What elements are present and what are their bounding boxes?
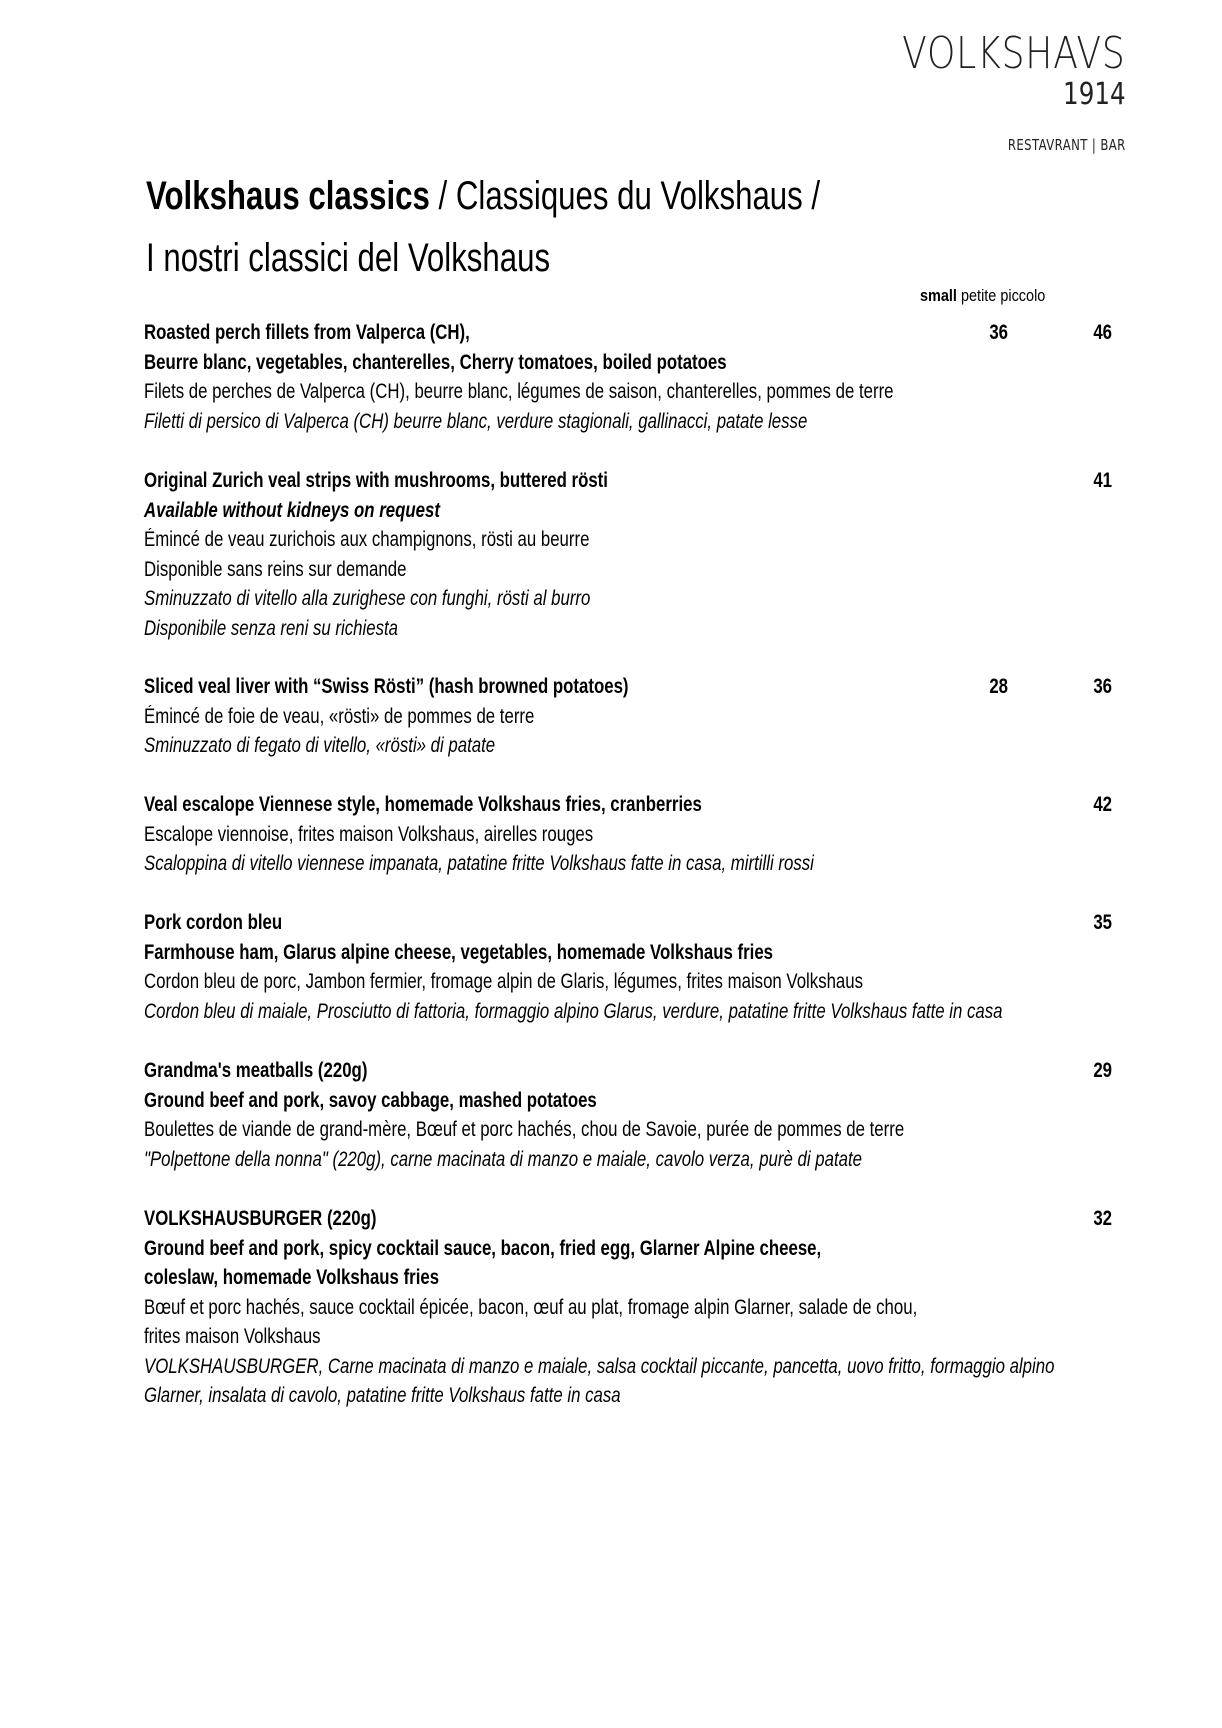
item-title: Sliced veal liver with “Swiss Rösti” (hash browned potatoes) [144, 675, 629, 698]
price: 32 [1093, 1207, 1112, 1230]
menu-item [144, 908, 1124, 1026]
title-line-2: I nostri classici del Volkshaus [146, 236, 551, 280]
item-french: Cordon bleu de porc, Jambon fermier, fromage alpin de Glaris, légumes, frites maison Volkshaus [144, 970, 864, 993]
item-french: Émincé de veau zurichois aux champignons, rösti au beurre [144, 528, 590, 551]
item-note: Available without kidneys on request [144, 498, 440, 522]
restaurant-logo [853, 28, 1126, 154]
size-other: petite piccolo [956, 286, 1046, 305]
item-italian: VOLKSHAUSBURGER, Carne macinata di manzo e maiale, salsa cocktail piccante, pancetta, uovo fritto, formaggio alpino [144, 1354, 1055, 1378]
item-description: Ground beef and pork, spicy cocktail sauce, bacon, fried egg, Glarner Alpine cheese, [144, 1236, 822, 1260]
price: 42 [1093, 793, 1112, 816]
item-title: VOLKSHAUSBURGER (220g) [144, 1207, 377, 1230]
item-italian: Sminuzzato di fegato di vitello, «rösti» di patate [144, 734, 496, 757]
item-title: Veal escalope Viennese style, homemade Volkshaus fries, cranberries [144, 793, 702, 816]
menu-item [144, 1056, 1124, 1174]
item-french-note: Disponible sans reins sur demande [144, 557, 407, 581]
item-description: Farmhouse ham, Glarus alpine cheese, vegetables, homemade Volkshaus fries [144, 940, 773, 964]
item-italian-note: Disponibile senza reni su richiesta [144, 616, 398, 640]
menu-item [144, 790, 1124, 879]
item-italian: Scaloppina di vitello viennese impanata, patatine fritte Volkshaus fatte in casa, mirtilli rossi [144, 852, 814, 875]
logo-year: 1914 [1063, 77, 1126, 112]
price: 41 [1093, 469, 1112, 492]
item-french: Escalope viennoise, frites maison Volkshaus, airelles rouges [144, 822, 594, 846]
item-french: Boulettes de viande de grand-mère, Bœuf et porc hachés, chou de Savoie, purée de pommes de terre [144, 1118, 905, 1141]
page-title [146, 165, 1010, 289]
logo-subtitle: RESTAVRANT | BAR [1008, 136, 1126, 154]
item-italian: "Polpettone della nonna" (220g), carne macinata di manzo e maiale, cavolo verza, purè di patate [144, 1147, 862, 1171]
price: 46 [1093, 321, 1112, 344]
item-italian-cont: Glarner, insalata di cavolo, patatine fritte Volkshaus fatte in casa [144, 1384, 621, 1407]
price: 29 [1093, 1059, 1112, 1082]
item-french-cont: frites maison Volkshaus [144, 1325, 321, 1348]
price: 36 [1093, 675, 1112, 698]
size-header [920, 286, 1045, 306]
item-french: Filets de perches de Valperca (CH), beurre blanc, légumes de saison, chanterelles, pommes de terre [144, 380, 894, 403]
item-title: Original Zurich veal strips with mushrooms, buttered rösti [144, 469, 608, 492]
price: 35 [1093, 911, 1112, 934]
menu-item [144, 1204, 1124, 1411]
item-description: Beurre blanc, vegetables, chanterelles, Cherry tomatoes, boiled potatoes [144, 350, 727, 374]
price-small: 28 [989, 675, 1008, 698]
item-description: Ground beef and pork, savoy cabbage, mashed potatoes [144, 1088, 597, 1112]
item-title: Roasted perch fillets from Valperca (CH), [144, 321, 470, 344]
item-italian: Filetti di persico di Valperca (CH) beurre blanc, verdure stagionali, gallinacci, patate lesse [144, 409, 808, 433]
item-title: Grandma's meatballs (220g) [144, 1059, 368, 1082]
item-description-cont: coleslaw, homemade Volkshaus fries [144, 1266, 440, 1289]
title-rest: / Classiques du Volkshaus / [429, 174, 821, 218]
item-french: Émincé de foie de veau, «rösti» de pommes de terre [144, 704, 535, 728]
menu-item [144, 466, 1124, 643]
logo-name: VOLKSHAVS [902, 28, 1126, 79]
price-small: 36 [989, 321, 1008, 344]
item-title: Pork cordon bleu [144, 911, 283, 934]
size-small: small [920, 286, 957, 305]
title-bold: Volkshaus classics [146, 174, 430, 218]
item-french: Bœuf et porc hachés, sauce cocktail épicée, bacon, œuf au plat, fromage alpin Glarner, salade de chou, [144, 1295, 918, 1319]
item-italian: Cordon bleu di maiale, Prosciutto di fattoria, formaggio alpino Glarus, verdure, patatine fritte Volkshaus fatte in casa [144, 999, 1003, 1023]
item-italian: Sminuzzato di vitello alla zurighese con funghi, rösti al burro [144, 587, 591, 610]
